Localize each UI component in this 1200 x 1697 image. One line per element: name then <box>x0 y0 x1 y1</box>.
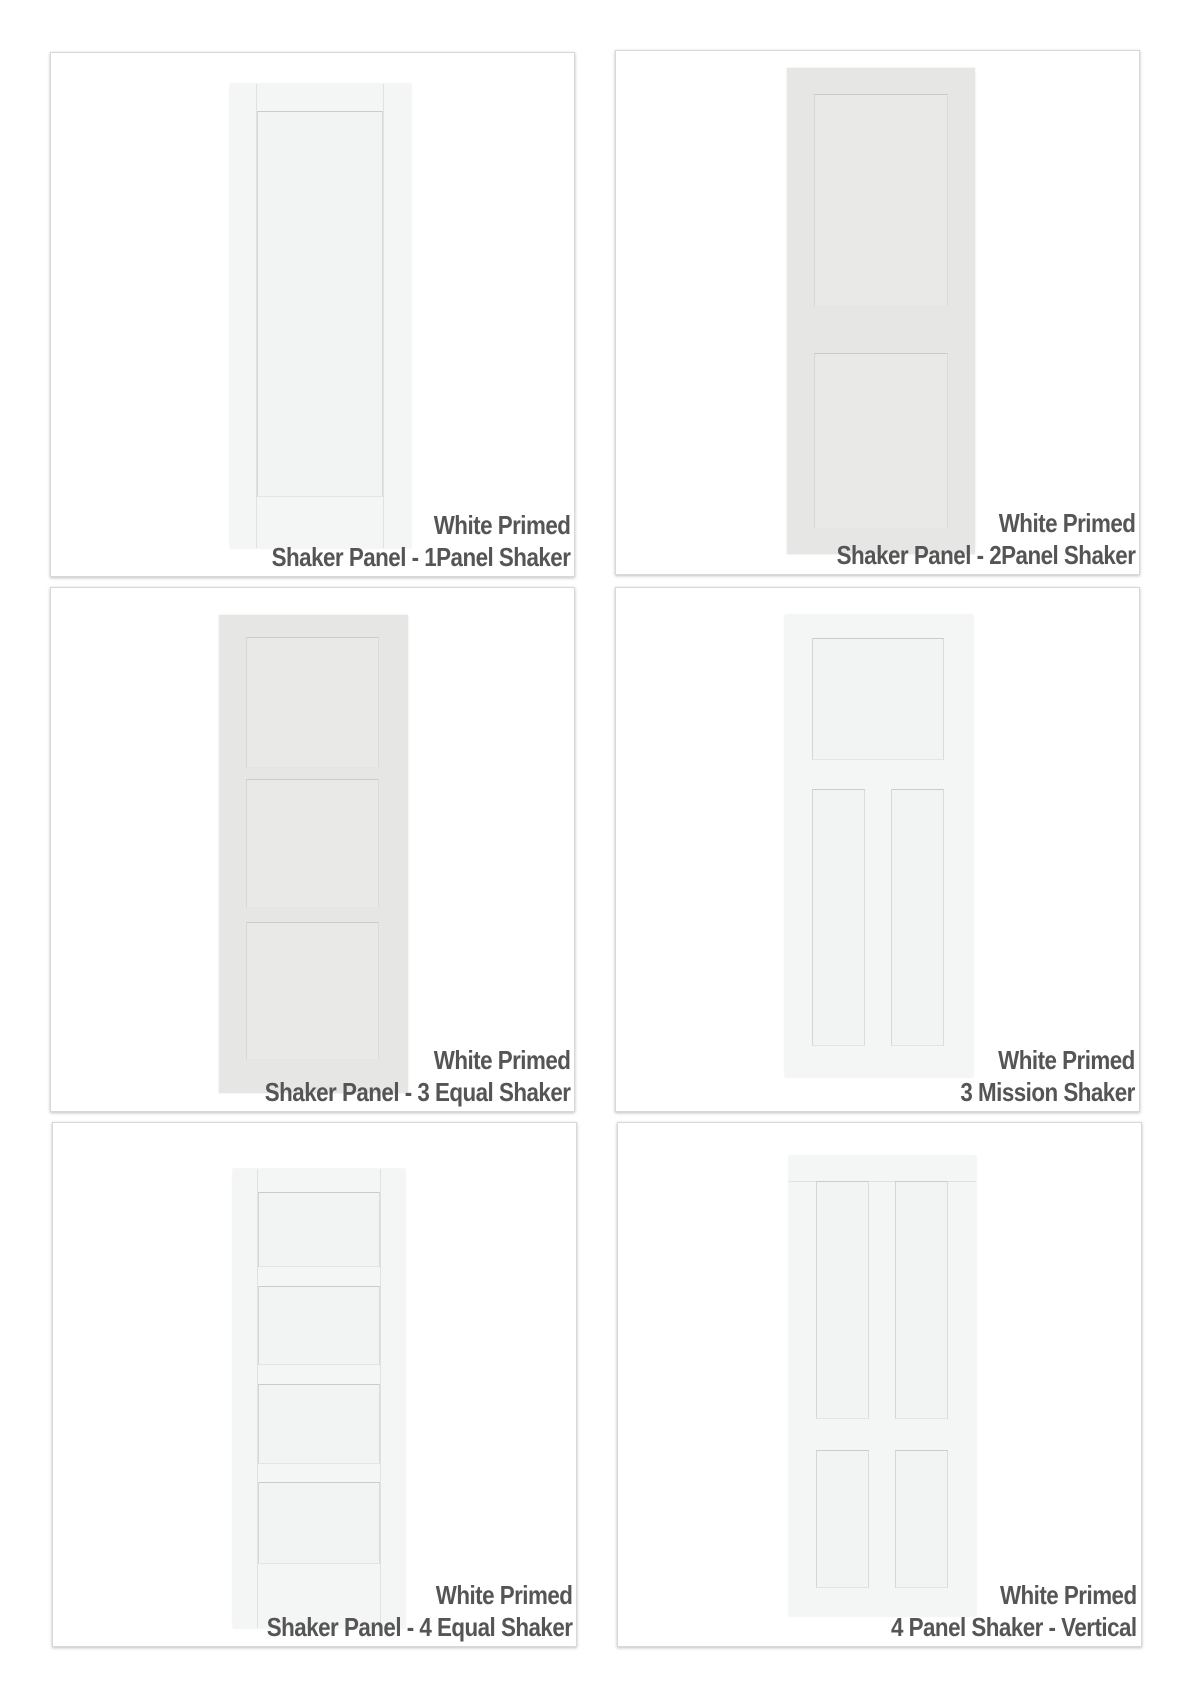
product-card-3mission-shaker[interactable] <box>615 587 1140 1112</box>
caption-finish: White Primed <box>435 1580 572 1610</box>
door-image-4equal <box>233 1169 405 1628</box>
door-image-3mission <box>785 615 973 1077</box>
product-card-3equal-shaker[interactable] <box>50 587 575 1112</box>
caption-finish: White Primed <box>998 508 1135 538</box>
caption-finish: White Primed <box>1000 1580 1137 1610</box>
product-card-2panel-shaker[interactable] <box>615 50 1140 575</box>
product-caption <box>271 509 570 573</box>
caption-model: Shaker Panel - 2Panel Shaker <box>836 540 1135 570</box>
caption-finish: White Primed <box>433 1045 570 1075</box>
product-caption <box>891 1579 1137 1643</box>
caption-finish: White Primed <box>433 510 570 540</box>
product-card-1panel-shaker[interactable] <box>50 52 575 577</box>
door-image-1panel <box>230 84 411 548</box>
door-image-3equal <box>219 615 408 1093</box>
caption-finish: White Primed <box>998 1045 1135 1075</box>
product-card-4panel-vertical[interactable] <box>617 1122 1142 1647</box>
caption-model: Shaker Panel - 4 Equal Shaker <box>266 1612 572 1642</box>
caption-model: Shaker Panel - 1Panel Shaker <box>271 542 570 572</box>
product-caption <box>264 1044 570 1108</box>
product-caption <box>266 1579 572 1643</box>
product-card-4equal-shaker[interactable] <box>52 1122 577 1647</box>
door-image-4panel-vertical <box>789 1156 976 1616</box>
caption-model: Shaker Panel - 3 Equal Shaker <box>264 1077 570 1107</box>
door-image-2panel <box>787 68 975 554</box>
product-caption <box>961 1044 1135 1108</box>
product-caption <box>836 507 1135 571</box>
caption-model: 4 Panel Shaker - Vertical <box>891 1612 1137 1642</box>
caption-model: 3 Mission Shaker <box>960 1077 1135 1107</box>
